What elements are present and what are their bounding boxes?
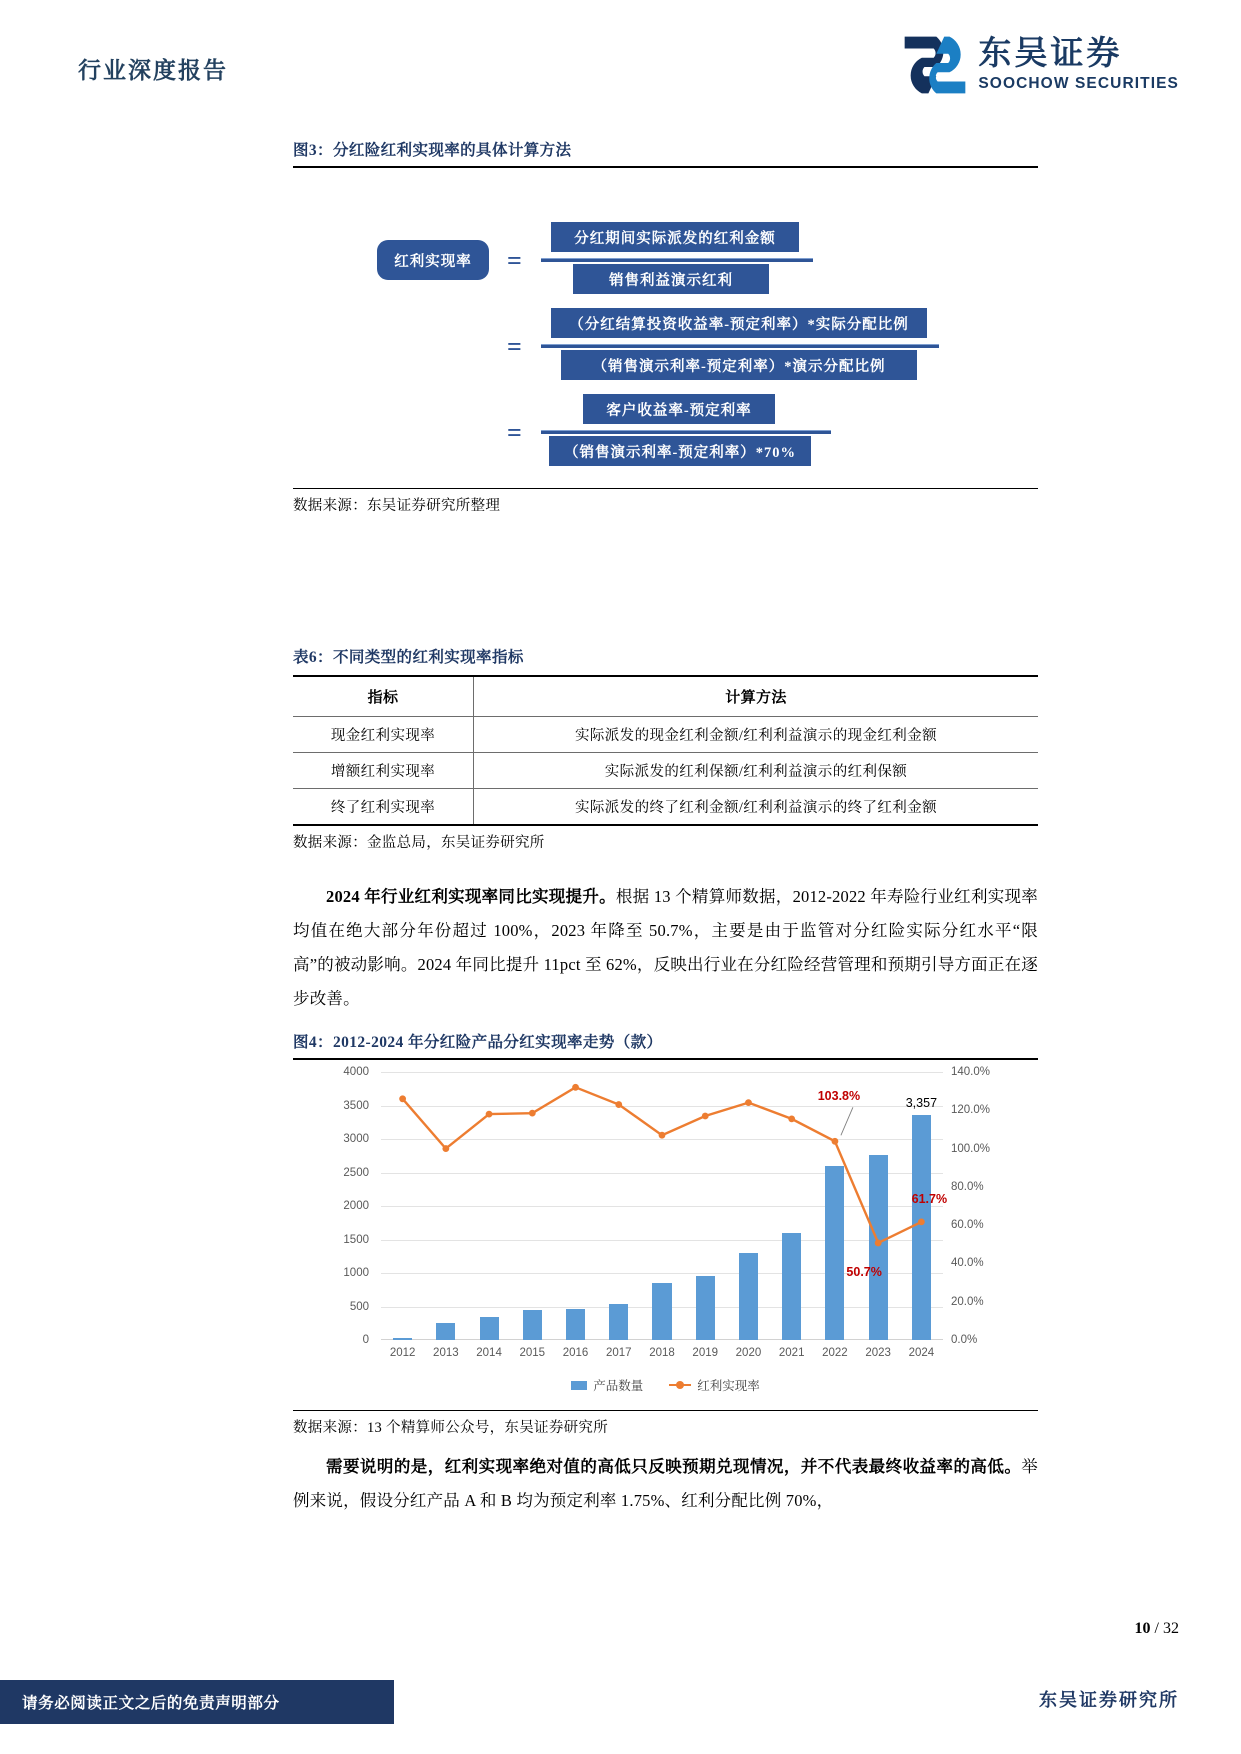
chart-y-axis-right-tick: 40.0%	[951, 1257, 984, 1270]
chart-y-axis-left-tick: 1000	[343, 1267, 369, 1279]
chart-x-axis-tick: 2022	[822, 1347, 848, 1359]
chart-legend-item[interactable]	[571, 1376, 643, 1394]
figure3-title: 图3：分红险红利实现率的具体计算方法	[293, 142, 572, 159]
chart-x-axis-tick: 2024	[908, 1347, 935, 1359]
legend-label: 产品数量	[593, 1379, 644, 1393]
paragraph2-body: 举例来说，假设分红产品 A 和 B 均为预定利率 1.75%、红利分配比例 70%，	[293, 1457, 1038, 1510]
chart-x-axis-tick: 2015	[519, 1347, 546, 1359]
disclaimer-bar	[0, 1680, 394, 1724]
chart-x-axis-tick: 2016	[562, 1347, 589, 1359]
equals-sign-3: =	[507, 418, 522, 447]
fraction-bar-2	[541, 344, 939, 348]
paragraph2-block	[293, 1450, 1038, 1518]
legend-line-swatch-icon	[669, 1380, 691, 1390]
footer-firm-name: 东吴证券研究所	[1039, 1690, 1179, 1710]
chart-legend	[293, 1376, 1038, 1394]
chart-annotation-label: 61.7%	[911, 1191, 948, 1206]
document-kind-label: 行业深度报告	[78, 58, 228, 83]
chart-x-axis-tick: 2019	[692, 1347, 719, 1359]
paragraph2-lead: 需要说明的是，红利实现率绝对值的高低只反映预期兑现情况，并不代表最终收益率的高低。	[326, 1457, 1022, 1476]
figure3-block	[293, 138, 1038, 515]
formula3-denominator: （销售演示利率-预定利率）*70%	[549, 436, 811, 466]
fraction-bar-1	[541, 258, 813, 262]
table6-r1-method: 实际派发的红利保额/红利利益演示的红利保额	[474, 753, 1039, 789]
table6-title: 表6：不同类型的红利实现率指标	[293, 649, 524, 666]
figure3-source: 数据来源：东吴证券研究所整理	[293, 498, 501, 514]
figure4-title: 图4：2012-2024 年分红险产品分红实现率走势（款）	[293, 1034, 663, 1051]
table6-col-header-metric: 指标	[293, 676, 474, 717]
soochow-logo-icon	[902, 34, 968, 96]
chart-x-axis-tick: 2018	[649, 1347, 675, 1359]
chart-x-axis-tick: 2017	[605, 1347, 632, 1359]
paragraph1-body: 根据 13 个精算师数据，2012-2022 年寿险行业红利实现率均值在绝大部分年份超过 100%，2023 年降至 50.7%，主要是由于监管对分红险实际分红水平“限高”的被动影响。2024 年同比提升 11pct 至 62%，反映出行业在分红险经营管理和预期引导方面正在逐步改善。	[293, 887, 1038, 1008]
chart-legend-item[interactable]	[669, 1376, 760, 1394]
table6-head	[293, 676, 1038, 717]
page-number-separator: /	[1154, 1620, 1159, 1637]
chart-y-axis-right-tick: 140.0%	[951, 1066, 991, 1078]
chart-annotation-label: 103.8%	[817, 1089, 861, 1104]
chart-x-axis-tick: 2021	[778, 1347, 805, 1359]
paragraph1-lead: 2024 年行业红利实现率同比实现提升。	[326, 887, 616, 906]
page-header	[0, 0, 1241, 120]
formula1-numerator: 分红期间实际派发的红利金额	[551, 222, 799, 252]
chart-y-axis-right-tick: 120.0%	[951, 1104, 991, 1117]
disclaimer-text: 请务必阅读正文之后的免责声明部分	[22, 1695, 280, 1712]
chart-y-axis-left-tick: 0	[362, 1334, 369, 1346]
chart-bar-value-label: 3,357	[905, 1096, 938, 1111]
table6-r2-metric: 终了红利实现率	[293, 789, 474, 826]
table6-r1-metric: 增额红利实现率	[293, 753, 474, 789]
chart-y-axis-right-tick: 100.0%	[951, 1142, 991, 1155]
legend-bar-swatch-icon	[571, 1381, 587, 1390]
chart-x-axis-tick: 2020	[735, 1347, 762, 1359]
chart-y-axis-right-tick: 60.0%	[951, 1219, 984, 1232]
table6-block	[293, 645, 1038, 852]
chart-y-axis-right-tick: 0.0%	[951, 1334, 978, 1346]
brand-name-en: SOOCHOW SECURITIES	[978, 75, 1179, 93]
table-row	[293, 753, 1038, 789]
brand-logo	[902, 34, 1179, 96]
chart-annotation-label: 50.7%	[846, 1264, 882, 1279]
chart-x-axis-tick: 2012	[389, 1347, 416, 1359]
chart-y-axis-left-tick: 4000	[343, 1066, 369, 1078]
paragraph1-block	[293, 880, 1038, 1016]
paragraph2	[293, 1450, 1038, 1518]
formula2-numerator: （分红结算投资收益率-预定利率）*实际分配比例	[551, 308, 927, 338]
brand-name-cn: 东吴证券	[978, 36, 1123, 73]
table6-r0-metric: 现金红利实现率	[293, 717, 474, 753]
page-number-total: 32	[1163, 1620, 1179, 1637]
fraction-bar-3	[541, 430, 831, 434]
equals-sign-2: =	[507, 332, 522, 361]
chart-x-axis-tick: 2023	[865, 1347, 891, 1359]
chart-y-axis-left-tick: 3500	[343, 1099, 369, 1112]
table-row	[293, 717, 1038, 753]
chart-x-axis-tick: 2014	[476, 1347, 502, 1359]
figure3-diagram	[293, 168, 1038, 488]
chart-annotation-leader	[381, 1072, 943, 1340]
legend-label: 红利实现率	[697, 1379, 760, 1393]
table6-source: 数据来源：金监总局，东吴证券研究所	[293, 835, 545, 851]
table6-body	[293, 717, 1038, 826]
figure4-source: 数据来源：13 个精算师公众号，东吴证券研究所	[293, 1420, 609, 1436]
chart-y-axis-left-tick: 500	[349, 1300, 369, 1313]
formula1-denominator: 销售利益演示红利	[573, 264, 769, 294]
table6-header-row	[293, 676, 1038, 717]
table6-col-header-method: 计算方法	[474, 676, 1039, 717]
page-number	[1135, 1620, 1179, 1638]
equals-sign-1: =	[507, 246, 522, 275]
formula-subject-chip: 红利实现率	[377, 240, 489, 280]
figure4-block	[293, 1030, 1038, 1437]
chart-y-axis-right-tick: 80.0%	[951, 1180, 984, 1193]
formula3-numerator: 客户收益率-预定利率	[583, 394, 775, 424]
chart-y-axis-left-tick: 2500	[343, 1166, 369, 1179]
chart-y-axis-left-tick: 1500	[343, 1233, 369, 1246]
table6-r2-method: 实际派发的终了红利金额/红利利益演示的终了红利金额	[474, 789, 1039, 826]
table-row	[293, 789, 1038, 826]
chart-y-axis-left-tick: 2000	[343, 1200, 369, 1212]
dividend-realization-table	[293, 675, 1038, 826]
formula2-denominator: （销售演示利率-预定利率）*演示分配比例	[561, 350, 917, 380]
page-number-current: 10	[1134, 1620, 1151, 1637]
chart-y-axis-right-tick: 20.0%	[951, 1295, 984, 1308]
table6-r0-method: 实际派发的现金红利金额/红利利益演示的现金红利金额	[474, 717, 1039, 753]
dividend-trend-chart	[293, 1060, 1038, 1410]
brand-logo-text	[978, 38, 1179, 92]
chart-y-axis-left-tick: 3000	[343, 1133, 369, 1145]
paragraph1	[293, 880, 1038, 1016]
chart-x-axis-tick: 2013	[433, 1347, 459, 1359]
chart-plot-area	[381, 1072, 943, 1340]
